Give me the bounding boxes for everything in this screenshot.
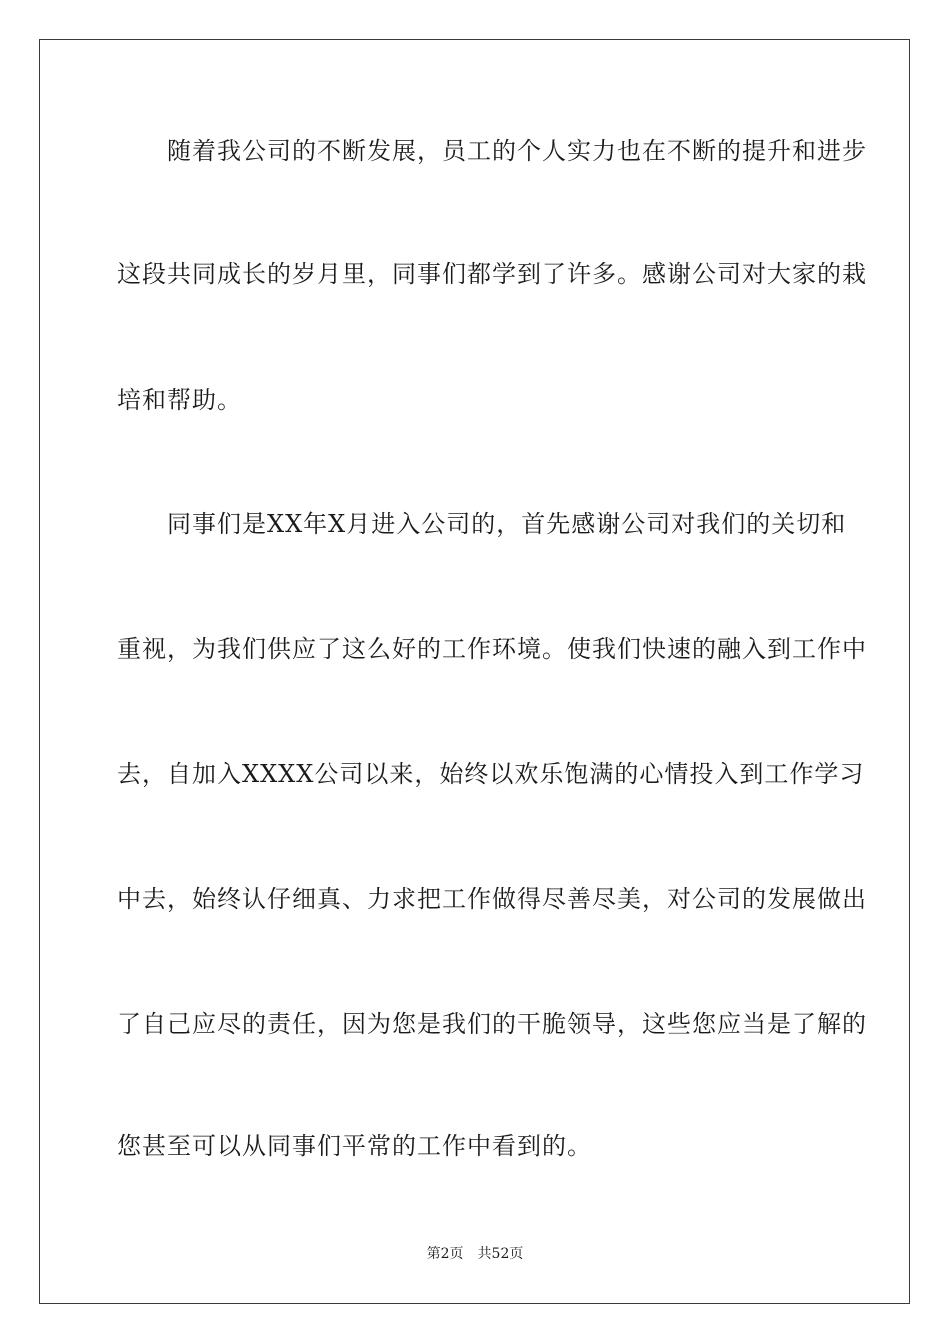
body-line-3: 培和帮助。 <box>117 386 242 414</box>
body-line-2: 这段共同成长的岁月里，同事们都学到了许多。感谢公司对大家的栽 <box>117 260 867 288</box>
body-line-8: 了自己应尽的责任，因为您是我们的干脆领导，这些您应当是了解的 <box>117 1010 867 1038</box>
body-line-1: 随着我公司的不断发展，员工的个人实力也在不断的提升和进步 <box>117 137 867 165</box>
body-line-7: 中去，始终认仔细真、力求把工作做得尽善尽美，对公司的发展做出 <box>117 885 867 913</box>
body-line-4: 同事们是XX年X月进入公司的，首先感谢公司对我们的关切和 <box>117 510 847 538</box>
page-number: 第2页 共52页 <box>426 1246 524 1262</box>
body-line-5: 重视，为我们供应了这么好的工作环境。使我们快速的融入到工作中 <box>117 635 867 663</box>
body-line-6: 去，自加入XXXX公司以来，始终以欢乐饱满的心情投入到工作学习 <box>117 760 865 788</box>
body-line-9: 您甚至可以从同事们平常的工作中看到的。 <box>117 1132 592 1160</box>
page-frame <box>39 39 910 1304</box>
